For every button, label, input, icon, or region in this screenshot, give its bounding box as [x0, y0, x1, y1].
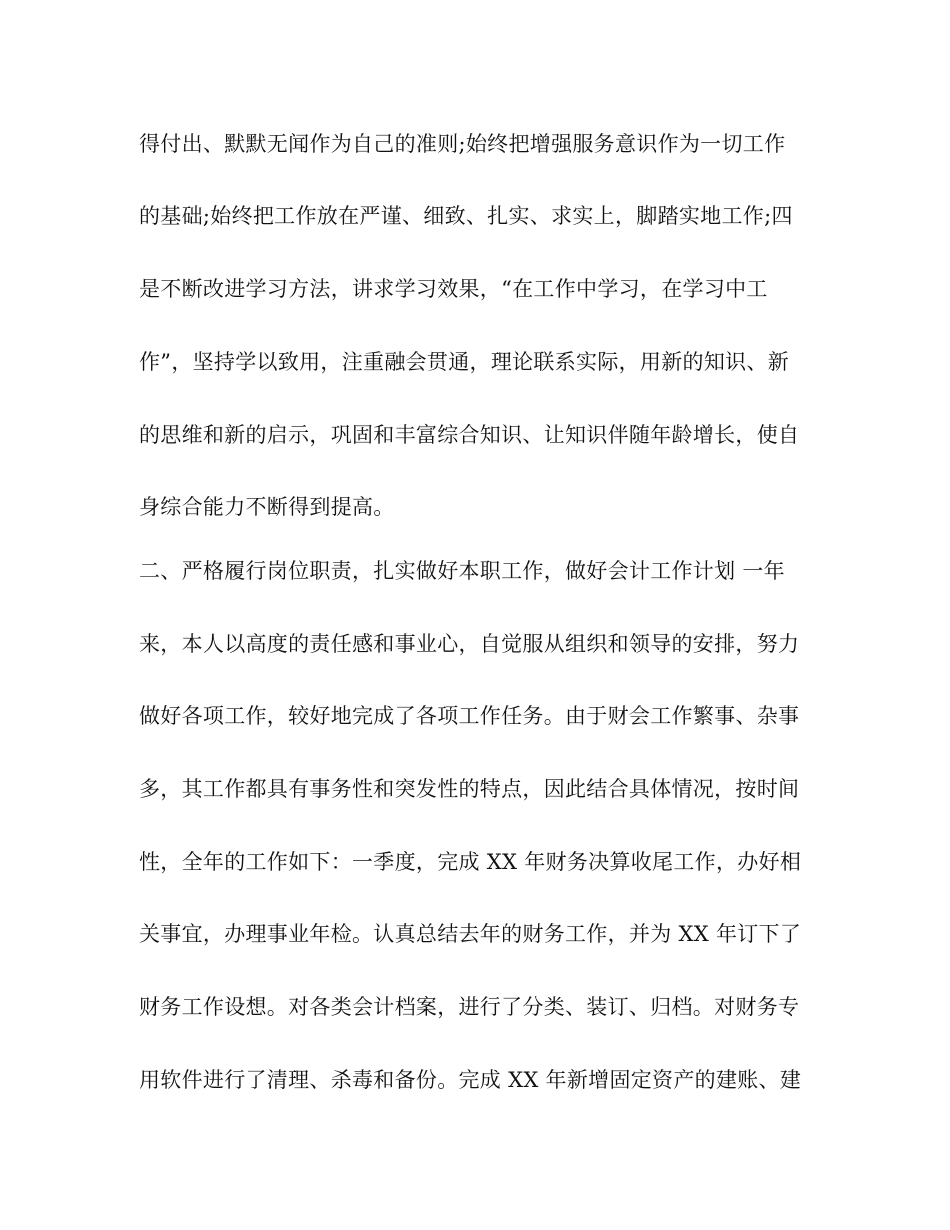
- text-line: 多，其工作都具有事务性和突发性的特点，因此结合具体情况，按时间: [139, 777, 800, 801]
- text-line: 是不断改进学习方法，讲求学习效果，“在工作中学习，在学习中工: [139, 277, 768, 301]
- text-line: 做好各项工作，较好地完成了各项工作任务。由于财会工作繁事、杂事: [139, 704, 800, 728]
- text-line: 来，本人以高度的责任感和事业心，自觉服从组织和领导的安排，努力: [139, 632, 800, 656]
- text-line: 身综合能力不断得到提高。: [139, 495, 395, 519]
- text-line: 关事宜，办理事业年检。认真总结去年的财务工作，并为 XX 年订下了: [139, 922, 802, 946]
- text-line: 作”，坚持学以致用，注重融会贯通，理论联系实际，用新的知识、新: [139, 350, 790, 374]
- section-heading-line: 二、严格履行岗位职责，扎实做好本职工作，做好会计工作计划 一年: [139, 559, 785, 583]
- text-line: 财务工作设想。对各类会计档案，进行了分类、装订、归档。对财务专: [139, 995, 800, 1019]
- text-line: 的基础;始终把工作放在严谨、细致、扎实、求实上，脚踏实地工作;四: [139, 204, 793, 228]
- text-line: 用软件进行了清理、杀毒和备份。完成 XX 年新增固定资产的建账、建: [139, 1068, 802, 1092]
- text-line: 得付出、默默无闻作为自己的准则;始终把增强服务意识作为一切工作: [139, 132, 786, 156]
- text-line: 的思维和新的启示，巩固和丰富综合知识、让知识伴随年龄增长，使自: [139, 423, 800, 447]
- text-line: 性，全年的工作如下：一季度，完成 XX 年财务决算收尾工作，办好相: [139, 850, 802, 874]
